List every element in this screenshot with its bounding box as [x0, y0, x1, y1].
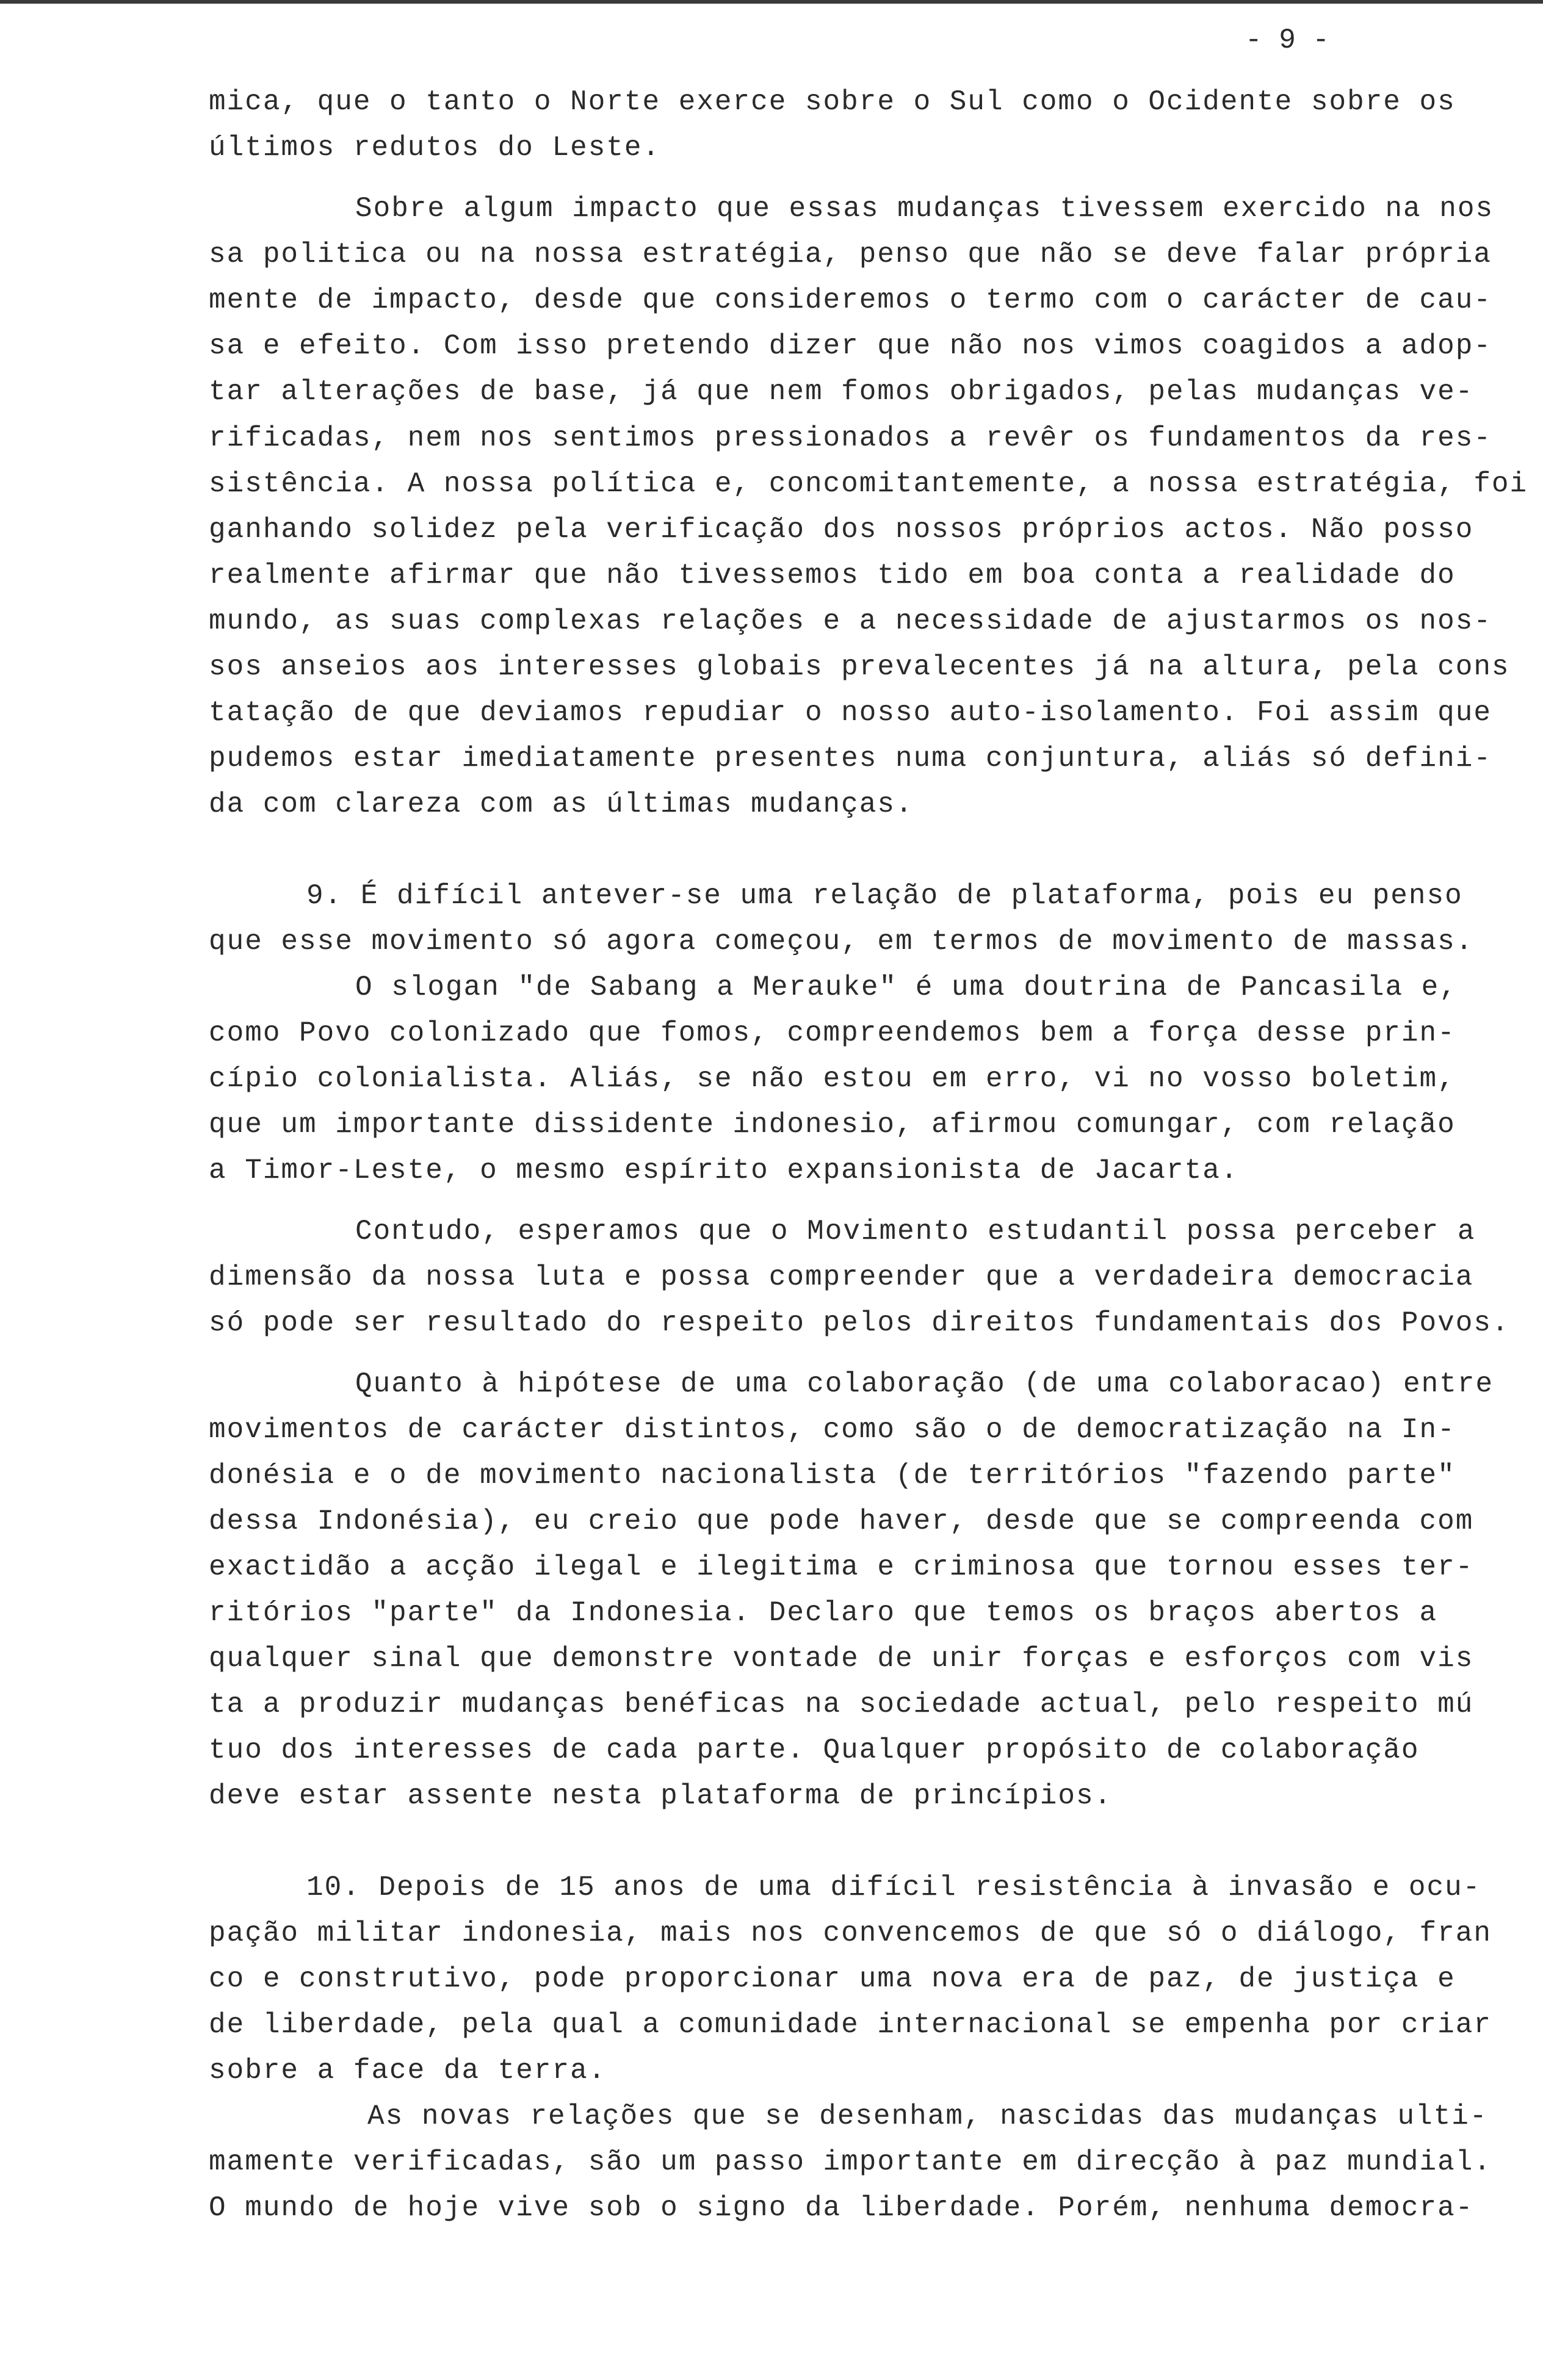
text-line: sistência. A nossa política e, concomitantemente, a nossa estratégia, foi — [209, 468, 1528, 500]
text-line: tatação de que deviamos repudiar o nosso auto-isolamento. Foi assim que — [209, 697, 1492, 729]
text-line: Quanto à hipótese de uma colaboração (de uma colaboracao) entre — [355, 1368, 1494, 1400]
text-line: 9. É difícil antever-se uma relação de plataforma, pois eu penso — [306, 880, 1463, 912]
text-line: a Timor-Leste, o mesmo espírito expansionista de Jacarta. — [209, 1155, 1239, 1186]
text-line: O slogan "de Sabang a Merauke" é uma doutrina de Pancasila e, — [355, 972, 1458, 1003]
text-line: tar alterações de base, já que nem fomos obrigados, pelas mudanças ve- — [209, 376, 1474, 408]
text-line: deve estar assente nesta plataforma de princípios. — [209, 1780, 1113, 1812]
text-line: ritórios "parte" da Indonesia. Declaro que temos os braços abertos a — [209, 1597, 1438, 1629]
text-line: exactidão a acção ilegal e ilegitima e criminosa que tornou esses ter- — [209, 1551, 1474, 1583]
text-line: de liberdade, pela qual a comunidade internacional se empenha por criar — [209, 2009, 1492, 2041]
text-line: Sobre algum impacto que essas mudanças tivessem exercido na nos — [355, 193, 1494, 225]
text-line: co e construtivo, pode proporcionar uma nova era de paz, de justiça e — [209, 1963, 1456, 1995]
text-line: dessa Indonésia), eu creio que pode haver, desde que se compreenda com — [209, 1506, 1474, 1537]
text-line: mente de impacto, desde que consideremos o termo com o carácter de cau- — [209, 284, 1492, 316]
text-line: mundo, as suas complexas relações e a necessidade de ajustarmos os nos- — [209, 605, 1492, 637]
text-line: realmente afirmar que não tivessemos tido em boa conta a realidade do — [209, 560, 1456, 591]
text-line: cípio colonialista. Aliás, se não estou em erro, vi no vosso boletim, — [209, 1063, 1456, 1095]
text-line: sos anseios aos interesses globais prevalecentes já na altura, pela cons — [209, 651, 1510, 683]
text-line: da com clareza com as últimas mudanças. — [209, 788, 914, 820]
text-line: As novas relações que se desenham, nascidas das mudanças ulti- — [367, 2101, 1488, 2132]
text-line: ganhando solidez pela verificação dos nossos próprios actos. Não posso — [209, 514, 1474, 546]
text-line: sobre a face da terra. — [209, 2055, 607, 2086]
text-line: O mundo de hoje vive sob o signo da liberdade. Porém, nenhuma democra- — [209, 2192, 1474, 2224]
text-line: qualquer sinal que demonstre vontade de unir forças e esforços com vis — [209, 1643, 1474, 1675]
text-line: pudemos estar imediatamente presentes numa conjuntura, aliás só defini- — [209, 743, 1492, 774]
text-line: que um importante dissidente indonesio, afirmou comungar, com relação — [209, 1109, 1456, 1141]
text-line: que esse movimento só agora começou, em termos de movimento de massas. — [209, 926, 1474, 957]
text-line: tuo dos interesses de cada parte. Qualquer propósito de colaboração — [209, 1734, 1420, 1766]
page-number: - 9 - — [1245, 24, 1330, 56]
text-line: movimentos de carácter distintos, como são o de democratização na In- — [209, 1414, 1456, 1446]
text-line: donésia e o de movimento nacionalista (de territórios "fazendo parte" — [209, 1460, 1456, 1491]
text-line: pação militar indonesia, mais nos convencemos de que só o diálogo, fran — [209, 1917, 1492, 1949]
text-line: ta a produzir mudanças benéficas na sociedade actual, pelo respeito mú — [209, 1689, 1474, 1720]
text-line: Contudo, esperamos que o Movimento estudantil possa perceber a — [355, 1216, 1476, 1247]
text-line: sa e efeito. Com isso pretendo dizer que não nos vimos coagidos a adop- — [209, 330, 1492, 362]
scan-edge-line — [0, 0, 1543, 4]
text-line: mamente verificadas, são um passo importante em direcção à paz mundial. — [209, 2146, 1492, 2178]
text-line: só pode ser resultado do respeito pelos direitos fundamentais dos Povos. — [209, 1307, 1510, 1339]
text-line: sa politica ou na nossa estratégia, penso que não se deve falar própria — [209, 239, 1492, 270]
text-line: dimensão da nossa luta e possa compreender que a verdadeira democracia — [209, 1261, 1474, 1293]
text-line: rificadas, nem nos sentimos pressionados a revêr os fundamentos da res- — [209, 422, 1492, 454]
text-line: mica, que o tanto o Norte exerce sobre o Sul como o Ocidente sobre os — [209, 86, 1456, 118]
text-line: como Povo colonizado que fomos, compreendemos bem a força desse prin- — [209, 1017, 1456, 1049]
text-line: últimos redutos do Leste. — [209, 132, 661, 164]
text-line: 10. Depois de 15 anos de uma difícil resistência à invasão e ocu- — [306, 1872, 1481, 1903]
